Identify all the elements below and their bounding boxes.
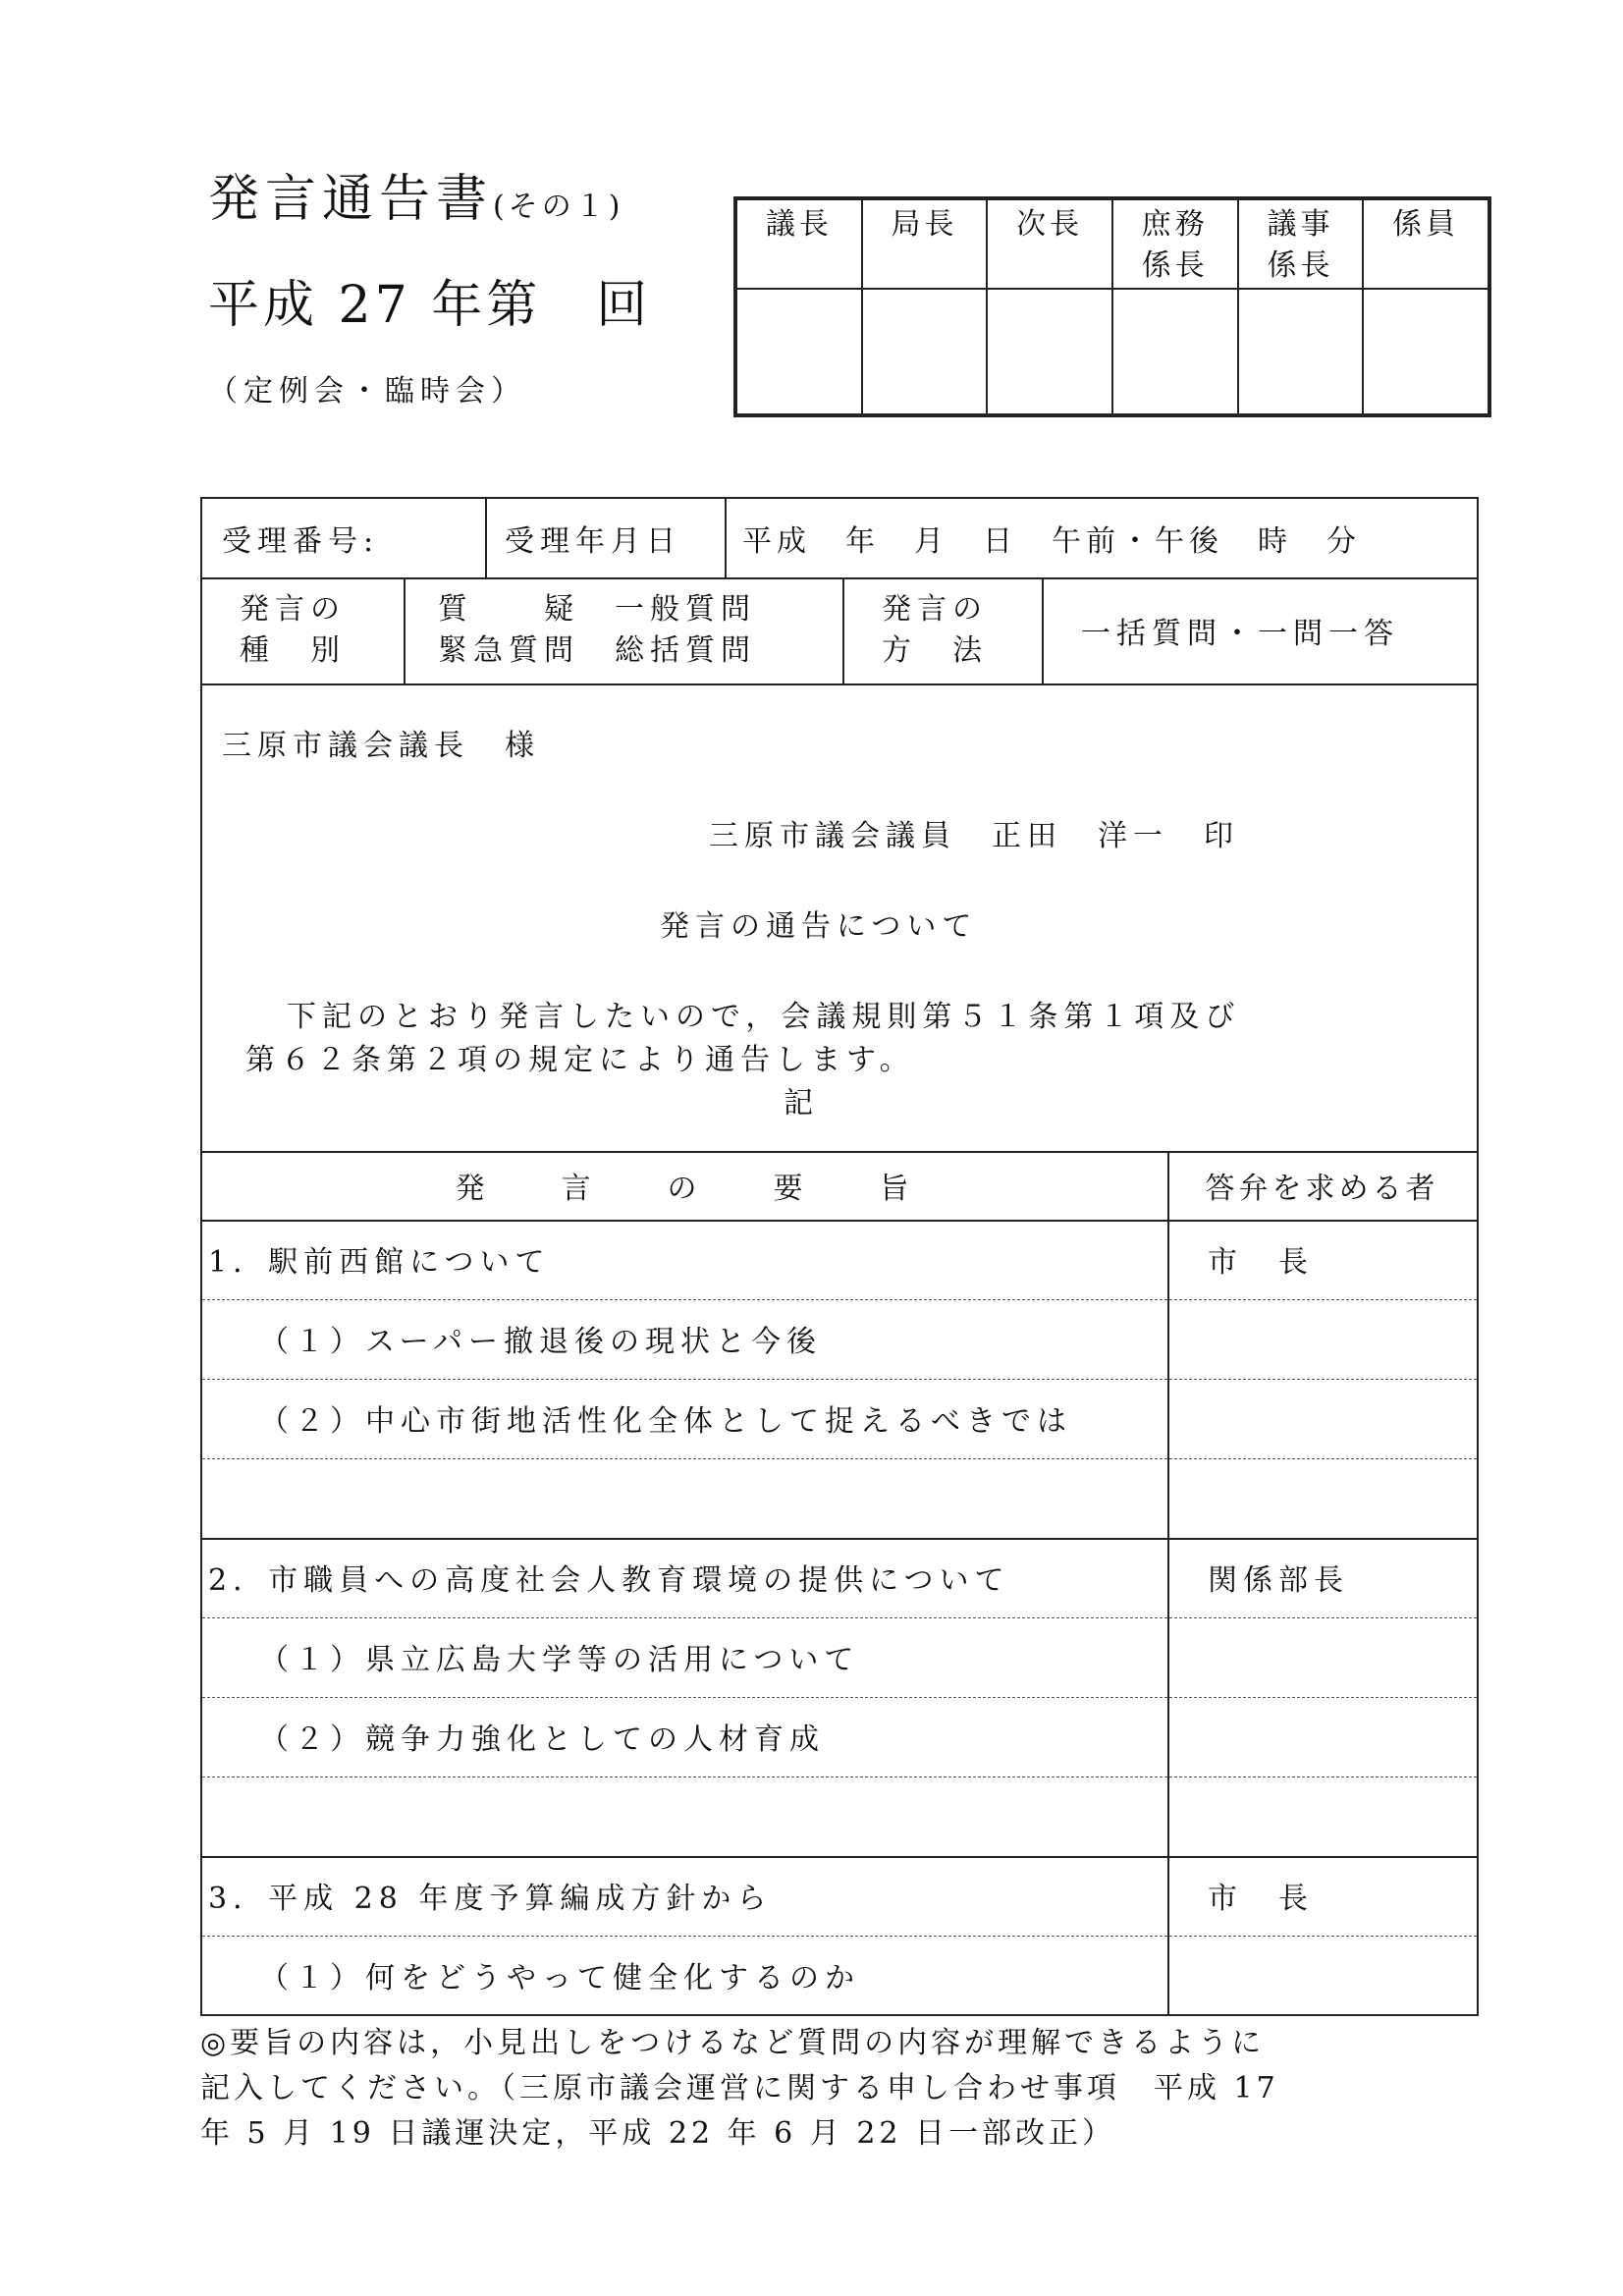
- item-3-sub-1: （１）何をどうやって健全化するのか: [259, 1961, 860, 1995]
- sender: 三原市議会議員 正田 洋一 印: [709, 819, 1239, 853]
- approval-stamp-box[interactable]: [1363, 289, 1488, 414]
- item-3-respondent: 市 長: [1208, 1882, 1314, 1916]
- approval-stamp-grid: [733, 196, 1491, 417]
- approval-header-shomu: 庶務 係長: [1112, 199, 1238, 289]
- method-label: 発言の 方 法: [882, 592, 988, 668]
- footnote: [200, 2021, 1487, 2157]
- summary-column-header: 発 言 の 要 旨: [455, 1172, 915, 1206]
- approval-header-gicho: 議長: [736, 199, 862, 289]
- approval-header-jicho: 次長: [987, 199, 1112, 289]
- receipt-row: [202, 499, 1477, 577]
- item-1-sub-1: （１）スーパー撤退後の現状と今後: [259, 1325, 822, 1359]
- receipt-date-value[interactable]: 平成 年 月 日 午前・午後 時 分: [742, 524, 1361, 559]
- approval-stamp-box[interactable]: [1238, 289, 1364, 414]
- footnote-line-3: 年 5 月 19 日議運決定，平成 22 年 6 月 22 日一部改正）: [200, 2116, 1116, 2151]
- footnote-line-2: 記入してください。（三原市議会運営に関する申し合わせ事項 平成 17: [200, 2071, 1279, 2105]
- summary-table-header: [202, 1151, 1477, 1220]
- document-title: [208, 157, 623, 231]
- item-1-sub-2: （２）中心市街地活性化全体として捉えるべきでは: [259, 1404, 1072, 1439]
- addressee: 三原市議会議長 様: [222, 729, 540, 763]
- approval-header-giji: 議事 係長: [1238, 199, 1364, 289]
- approval-stamp-box[interactable]: [1112, 289, 1238, 414]
- speech-type-options[interactable]: 質 疑 一般質問 緊急質問 総括質問: [438, 592, 756, 668]
- speech-type-row: [202, 577, 1477, 683]
- subject-line: 発言の通告について: [660, 909, 978, 944]
- footnote-line-1: ◎要旨の内容は，小見出しをつけるなど質問の内容が理解できるように: [200, 2026, 1266, 2060]
- item-1-respondent: 市 長: [1208, 1245, 1314, 1280]
- approval-stamp-box[interactable]: [862, 289, 988, 414]
- speech-type-label: 発言の 種 別: [240, 592, 346, 668]
- approval-header-kyokucho: 局長: [862, 199, 988, 289]
- title-subtext: (その１): [493, 190, 624, 224]
- respondent-column-header: 答弁を求める者: [1205, 1172, 1439, 1206]
- meeting-kind: （定例会・臨時会）: [208, 374, 526, 409]
- session-label: 平成 27 年第 回: [208, 276, 652, 335]
- item-3-heading: 3．平成 28 年度予算編成方針から: [208, 1882, 773, 1916]
- notice-form: [200, 497, 1479, 2016]
- approval-stamp-box[interactable]: [736, 289, 862, 414]
- item-2-heading: 2．市職員への高度社会人教育環境の提供について: [208, 1563, 1010, 1598]
- receipt-number-label: 受理番号:: [222, 524, 380, 559]
- item-2-sub-1: （１）県立広島大学等の活用について: [259, 1643, 860, 1677]
- method-options[interactable]: 一括質問・一問一答: [1081, 617, 1399, 651]
- body-line-1: 下記のとおり発言したいので，会議規則第５１条第１項及び: [287, 1000, 1241, 1034]
- approval-stamp-box[interactable]: [987, 289, 1112, 414]
- item-2-sub-2: （２）競争力強化としての人材育成: [259, 1722, 825, 1757]
- title-text: 発言通告書: [208, 170, 494, 229]
- ki-label: 記: [784, 1086, 819, 1121]
- item-2-respondent: 関係部長: [1208, 1563, 1349, 1598]
- receipt-date-label: 受理年月日: [505, 524, 681, 559]
- item-1-heading: 1．駅前西館について: [208, 1245, 551, 1280]
- approval-header-kakariin: 係員: [1363, 199, 1488, 289]
- body-line-2: 第６２条第２項の規定により通告します。: [245, 1043, 915, 1077]
